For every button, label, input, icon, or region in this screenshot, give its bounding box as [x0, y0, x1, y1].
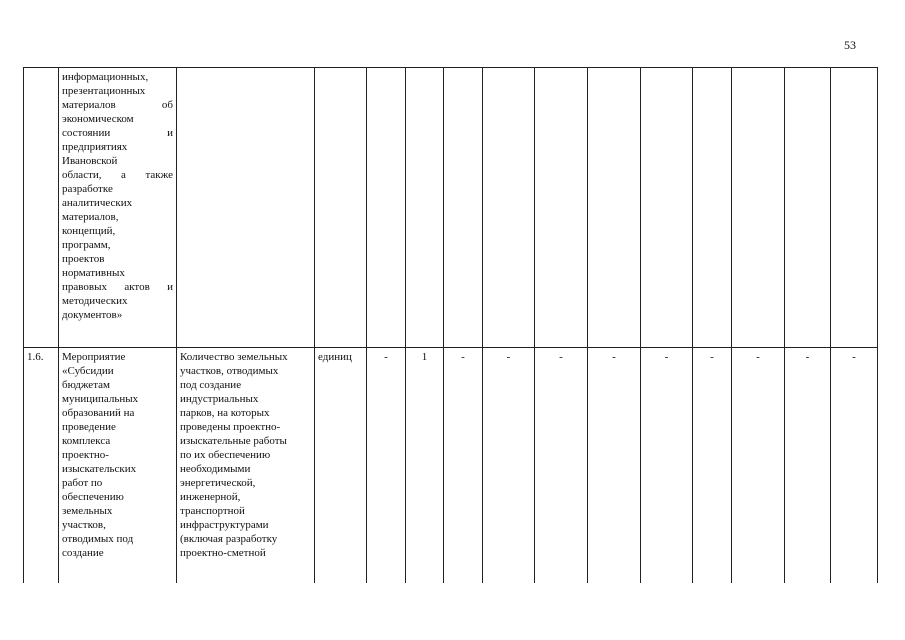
cell-unit: единиц	[315, 348, 367, 583]
cell-value: 1	[406, 348, 444, 583]
cell-value: -	[831, 348, 878, 583]
page-number: 53	[844, 38, 856, 52]
cell-event-name: Мероприятие «Субсидии бюджетам муниципальных образований на проведение комплекса проектно- изыскательских работ по обеспечению земельных участков, отводимых под создание	[59, 348, 177, 583]
table-row-1-6	[24, 348, 878, 583]
cell-indicator	[177, 68, 315, 348]
cell-value: -	[785, 348, 831, 583]
table-row-continuation	[24, 68, 878, 348]
cell-value: -	[588, 348, 641, 583]
indicators-table	[23, 67, 878, 583]
cell-value: -	[535, 348, 588, 583]
cell-value: -	[444, 348, 483, 583]
cell-number: 1.6.	[24, 348, 59, 583]
cell-event-name: информационных, презентационных материалов об экономическом состоянии и предприятиях Ивановской области, а также разработке аналитических материалов, концепций, программ, проектов нормативных правовых актов и методических документов»	[59, 68, 177, 348]
cell-value: -	[367, 348, 406, 583]
cell-value: -	[693, 348, 732, 583]
cell-indicator: Количество земельных участков, отводимых под создание индустриальных парков, на которых проведены проектно- изыскательные работы по их обеспечению необходимыми энергетической, инженерной, транспортной инфраструктурами (включая разработку проектно-сметной	[177, 348, 315, 583]
cell-unit	[315, 68, 367, 348]
cell-value: -	[732, 348, 785, 583]
cell-value: -	[641, 348, 693, 583]
cell-value: -	[483, 348, 535, 583]
cell-number	[24, 68, 59, 348]
